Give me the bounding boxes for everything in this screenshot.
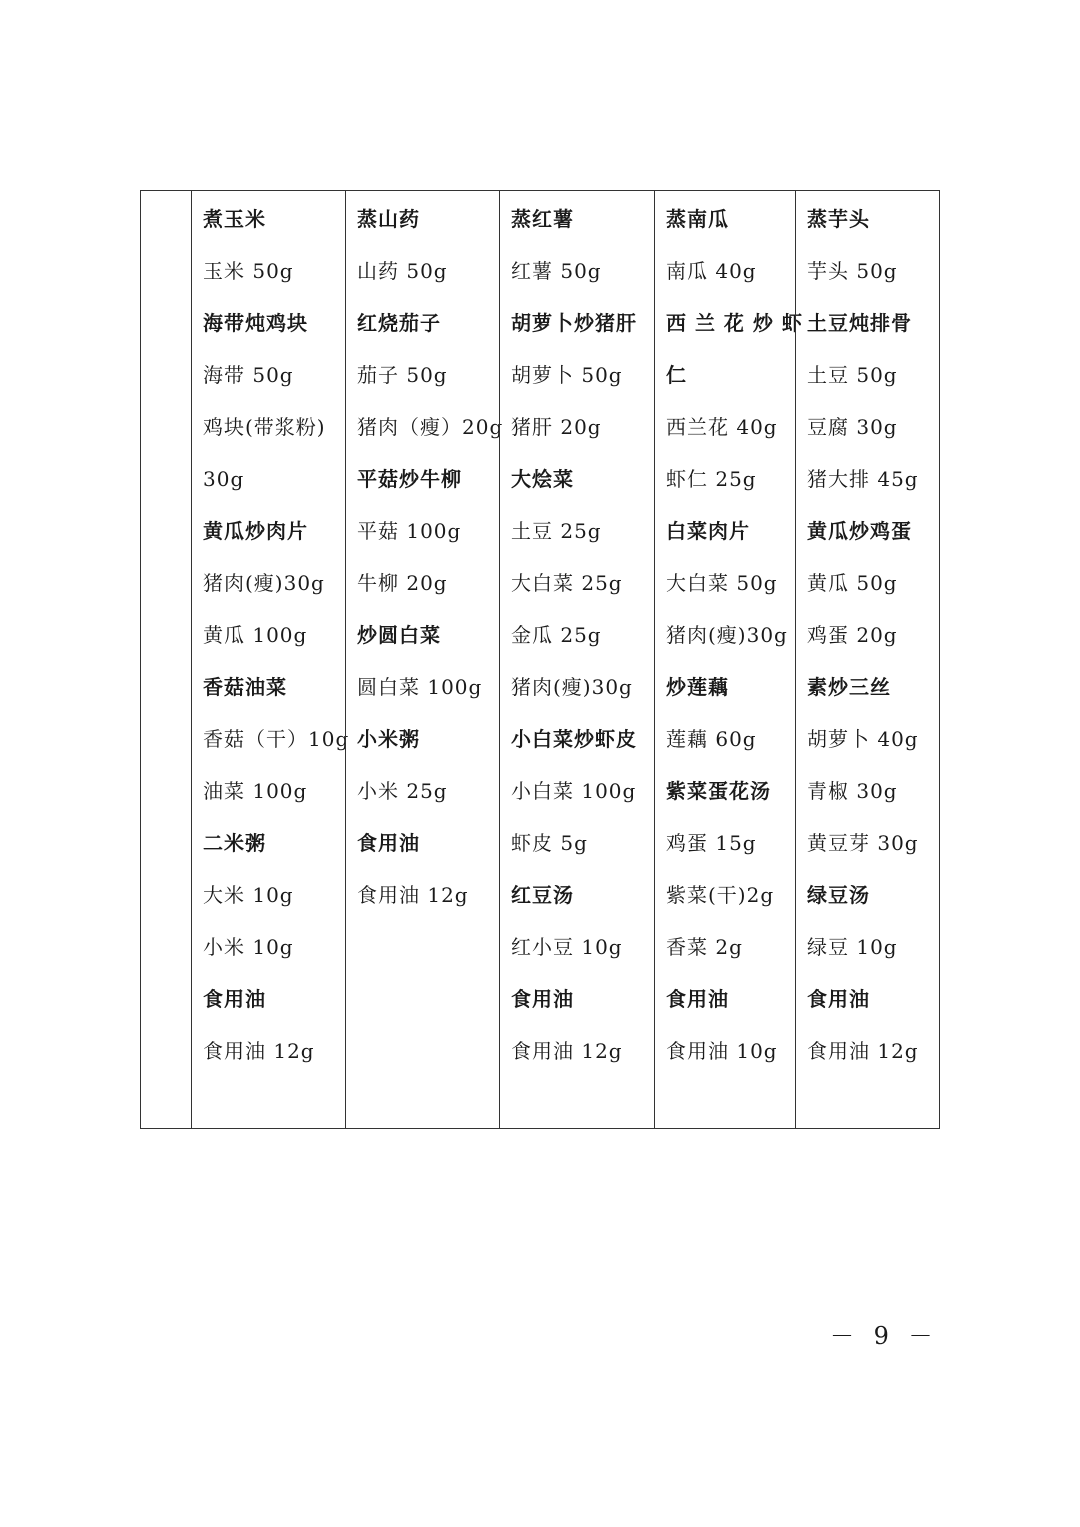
dish-name: 红烧茄子 bbox=[357, 311, 441, 335]
ingredient-line: 猪肉（瘦）20g bbox=[357, 415, 504, 439]
menu-column-2 bbox=[345, 191, 504, 1128]
dish-name: 蒸山药 bbox=[357, 207, 420, 231]
menu-column-4 bbox=[654, 191, 803, 1128]
ingredient-line: 山药 50g bbox=[357, 259, 448, 283]
ingredient-line: 香菜 2g bbox=[666, 935, 743, 959]
ingredient-line: 西兰花 40g bbox=[666, 415, 778, 439]
dish-name: 白菜肉片 bbox=[666, 519, 750, 543]
dish-name: 蒸红薯 bbox=[511, 207, 574, 231]
ingredient-line: 平菇 100g bbox=[357, 519, 462, 543]
dish-name: 食用油 bbox=[807, 987, 870, 1011]
ingredient-line: 鸡块(带浆粉) bbox=[203, 415, 326, 439]
dish-name: 红豆汤 bbox=[511, 883, 574, 907]
dish-name: 炒圆白菜 bbox=[357, 623, 441, 647]
ingredient-line: 红薯 50g bbox=[511, 259, 602, 283]
ingredient-line: 胡萝卜 40g bbox=[807, 727, 919, 751]
ingredient-line: 黄瓜 100g bbox=[203, 623, 308, 647]
ingredient-line: 土豆 50g bbox=[807, 363, 898, 387]
ingredient-line: 红小豆 10g bbox=[511, 935, 623, 959]
ingredient-line: 猪肝 20g bbox=[511, 415, 602, 439]
page-number: － 9 － bbox=[830, 1322, 939, 1350]
dish-name: 小白菜炒虾皮 bbox=[511, 727, 637, 751]
ingredient-line: 莲藕 60g bbox=[666, 727, 757, 751]
dish-name: 蒸南瓜 bbox=[666, 207, 729, 231]
ingredient-line: 南瓜 40g bbox=[666, 259, 757, 283]
ingredient-line: 鸡蛋 15g bbox=[666, 831, 757, 855]
dish-name: 食用油 bbox=[357, 831, 420, 855]
ingredient-line: 食用油 12g bbox=[357, 883, 469, 907]
ingredient-line: 食用油 10g bbox=[666, 1039, 778, 1063]
ingredient-line: 紫菜(干)2g bbox=[666, 883, 775, 907]
ingredient-line: 芋头 50g bbox=[807, 259, 898, 283]
ingredient-line: 小米 10g bbox=[203, 935, 294, 959]
dish-name: 仁 bbox=[666, 363, 687, 387]
ingredient-line: 小米 25g bbox=[357, 779, 448, 803]
dish-name: 蒸芋头 bbox=[807, 207, 870, 231]
dish-name: 海带炖鸡块 bbox=[203, 311, 308, 335]
menu-column-3 bbox=[499, 191, 654, 1128]
dish-name: 大烩菜 bbox=[511, 467, 574, 491]
ingredient-line: 玉米 50g bbox=[203, 259, 294, 283]
menu-table bbox=[140, 190, 940, 1129]
ingredient-line: 大白菜 50g bbox=[666, 571, 778, 595]
ingredient-line: 猪大排 45g bbox=[807, 467, 919, 491]
dish-name: 二米粥 bbox=[203, 831, 266, 855]
dish-name: 黄瓜炒肉片 bbox=[203, 519, 308, 543]
ingredient-line: 食用油 12g bbox=[807, 1039, 919, 1063]
ingredient-line: 大白菜 25g bbox=[511, 571, 623, 595]
ingredient-line: 猪肉(瘦)30g bbox=[666, 623, 788, 647]
ingredient-line: 胡萝卜 50g bbox=[511, 363, 623, 387]
ingredient-line: 黄豆芽 30g bbox=[807, 831, 919, 855]
ingredient-line: 虾皮 5g bbox=[511, 831, 588, 855]
menu-column-1 bbox=[191, 191, 350, 1128]
dish-name: 小米粥 bbox=[357, 727, 420, 751]
dish-name: 黄瓜炒鸡蛋 bbox=[807, 519, 912, 543]
dish-name: 香菇油菜 bbox=[203, 675, 287, 699]
dish-name: 素炒三丝 bbox=[807, 675, 891, 699]
ingredient-line: 绿豆 10g bbox=[807, 935, 898, 959]
ingredient-line: 猪肉(瘦)30g bbox=[203, 571, 325, 595]
ingredient-line: 食用油 12g bbox=[511, 1039, 623, 1063]
menu-column-5 bbox=[795, 191, 939, 1128]
dish-name: 食用油 bbox=[666, 987, 729, 1011]
dish-name: 土豆炖排骨 bbox=[807, 311, 912, 335]
dish-name: 胡萝卜炒猪肝 bbox=[511, 311, 637, 335]
label-column bbox=[141, 191, 191, 1128]
ingredient-line: 猪肉(瘦)30g bbox=[511, 675, 633, 699]
ingredient-line: 牛柳 20g bbox=[357, 571, 448, 595]
ingredient-line: 茄子 50g bbox=[357, 363, 448, 387]
ingredient-line: 黄瓜 50g bbox=[807, 571, 898, 595]
ingredient-line: 鸡蛋 20g bbox=[807, 623, 898, 647]
dish-name: 紫菜蛋花汤 bbox=[666, 779, 771, 803]
dish-name: 煮玉米 bbox=[203, 207, 266, 231]
ingredient-line: 食用油 12g bbox=[203, 1039, 315, 1063]
dish-name: 食用油 bbox=[511, 987, 574, 1011]
ingredient-line: 青椒 30g bbox=[807, 779, 898, 803]
ingredient-line: 30g bbox=[203, 467, 245, 491]
dish-name: 炒莲藕 bbox=[666, 675, 729, 699]
ingredient-line: 圆白菜 100g bbox=[357, 675, 483, 699]
dish-name: 绿豆汤 bbox=[807, 883, 870, 907]
dish-name: 食用油 bbox=[203, 987, 266, 1011]
ingredient-line: 海带 50g bbox=[203, 363, 294, 387]
dish-name: 平菇炒牛柳 bbox=[357, 467, 462, 491]
ingredient-line: 香菇（干）10g bbox=[203, 727, 350, 751]
ingredient-line: 小白菜 100g bbox=[511, 779, 637, 803]
dish-name: 西 兰 花 炒 虾 bbox=[666, 311, 803, 335]
ingredient-line: 豆腐 30g bbox=[807, 415, 898, 439]
ingredient-line: 土豆 25g bbox=[511, 519, 602, 543]
ingredient-line: 油菜 100g bbox=[203, 779, 308, 803]
ingredient-line: 虾仁 25g bbox=[666, 467, 757, 491]
ingredient-line: 大米 10g bbox=[203, 883, 294, 907]
ingredient-line: 金瓜 25g bbox=[511, 623, 602, 647]
